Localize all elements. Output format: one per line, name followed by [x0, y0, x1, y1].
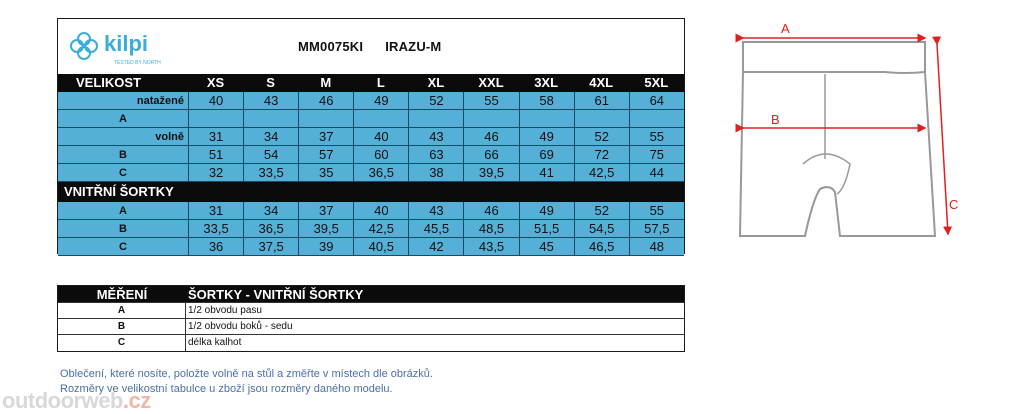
row-label: volně	[155, 131, 184, 143]
size-col: XL	[427, 75, 445, 90]
table-cell: 54,5	[574, 220, 629, 237]
kilpi-logo	[70, 24, 180, 68]
legend-key: C	[58, 335, 186, 351]
table-cell: 42	[408, 238, 463, 255]
table-cell: 33,5	[243, 164, 298, 181]
table-cell	[574, 110, 629, 127]
table-cell: 36,5	[243, 220, 298, 237]
size-col: 5XL	[644, 75, 669, 90]
table-cell: 63	[408, 146, 463, 163]
label-c: C	[949, 197, 959, 212]
table-row	[58, 110, 684, 128]
table-cell: 45	[519, 238, 574, 255]
product-code: MM0075KI	[298, 39, 364, 54]
legend-row	[58, 319, 684, 335]
table-cell	[463, 110, 518, 127]
size-col: S	[266, 75, 275, 90]
table-cell: 40	[353, 128, 408, 145]
table-cell: 42,5	[353, 220, 408, 237]
row-label: B	[119, 149, 127, 161]
table-cell: 40,5	[353, 238, 408, 255]
table-row	[58, 146, 684, 164]
table-row	[58, 164, 684, 182]
legend-text: délka kalhot	[188, 337, 242, 348]
table-cell: 37,5	[243, 238, 298, 255]
table-cell: 61	[574, 92, 629, 109]
table-cell: 43	[408, 128, 463, 145]
table-cell: 54	[243, 146, 298, 163]
table-cell: 51,5	[519, 220, 574, 237]
legend-col-desc: ŠORTKY - VNITŘNÍ ŠORTKY	[188, 287, 364, 302]
table-row	[58, 238, 684, 256]
table-cell	[188, 110, 243, 127]
table-cell: 49	[353, 92, 408, 109]
brand-tagline: TESTED BY NORTH	[114, 60, 161, 66]
legend-col-measure: MĚŘENÍ	[96, 287, 148, 302]
size-chart-table	[57, 18, 685, 254]
product-title	[298, 39, 441, 54]
table-cell: 40	[188, 92, 243, 109]
table-cell: 49	[519, 128, 574, 145]
row-label: C	[119, 241, 127, 253]
table-row	[58, 92, 684, 110]
table-cell	[353, 110, 408, 127]
row-label: C	[119, 167, 127, 179]
table-cell	[519, 110, 574, 127]
table-cell: 41	[519, 164, 574, 181]
table-cell: 45,5	[408, 220, 463, 237]
table-row	[58, 128, 684, 146]
table-cell: 64	[629, 92, 684, 109]
watermark-tld: .cz	[122, 388, 151, 413]
table-cell: 51	[188, 146, 243, 163]
label-b: B	[771, 112, 780, 127]
watermark-main: outdoorweb	[2, 388, 123, 413]
legend-key: B	[58, 319, 186, 334]
row-label: natažené	[136, 95, 184, 107]
table-cell: 43	[408, 202, 463, 219]
model-note: Rozměry ve velikostní tabulce u zboží jsou rozměry daného modelu.	[60, 383, 393, 395]
table-cell: 43	[243, 92, 298, 109]
table-cell: 57	[298, 146, 353, 163]
table-cell: 46	[298, 92, 353, 109]
table-cell: 43,5	[463, 238, 518, 255]
table-cell: 48,5	[463, 220, 518, 237]
table-cell: 39	[298, 238, 353, 255]
table-cell: 31	[188, 202, 243, 219]
instruction-note: Oblečení, které nosíte, položte volně na stůl a změřte v místech dle obrázků.	[60, 368, 433, 380]
table-cell: 57,5	[629, 220, 684, 237]
table-row	[58, 220, 684, 238]
table-cell: 39,5	[463, 164, 518, 181]
size-col: 4XL	[589, 75, 614, 90]
table-cell: 60	[353, 146, 408, 163]
table-cell: 32	[188, 164, 243, 181]
section-row	[58, 182, 684, 202]
table-cell: 55	[629, 128, 684, 145]
table-row	[58, 202, 684, 220]
table-cell: 42,5	[574, 164, 629, 181]
legend-row	[58, 303, 684, 319]
table-cell: 52	[574, 202, 629, 219]
table-cell: 37	[298, 128, 353, 145]
product-name: IRAZU-M	[385, 39, 442, 54]
row-label: A	[119, 113, 127, 125]
table-cell: 49	[519, 202, 574, 219]
shorts-diagram	[725, 14, 965, 254]
table-header	[58, 19, 684, 74]
table-cell: 35	[298, 164, 353, 181]
table-cell: 55	[629, 202, 684, 219]
table-cell: 34	[243, 128, 298, 145]
section-title: VNITŘNÍ ŠORTKY	[64, 184, 174, 199]
table-cell	[408, 110, 463, 127]
size-col: 3XL	[534, 75, 559, 90]
table-cell: 37	[298, 202, 353, 219]
size-grid	[58, 74, 684, 256]
table-cell: 40	[353, 202, 408, 219]
table-cell: 44	[629, 164, 684, 181]
size-col: M	[320, 75, 332, 90]
brand-name: kilpi	[104, 31, 149, 56]
size-col: L	[376, 75, 385, 90]
legend-text: 1/2 obvodu boků - sedu	[188, 321, 293, 332]
table-cell: 66	[463, 146, 518, 163]
table-cell: 36,5	[353, 164, 408, 181]
size-header-row	[58, 74, 684, 92]
measurement-legend	[57, 285, 685, 352]
table-cell	[243, 110, 298, 127]
legend-key: A	[58, 303, 186, 318]
legend-header	[58, 286, 684, 303]
table-cell: 34	[243, 202, 298, 219]
table-cell: 33,5	[188, 220, 243, 237]
legend-text: 1/2 obvodu pasu	[188, 305, 262, 316]
table-cell: 38	[408, 164, 463, 181]
size-label: VELIKOST	[76, 75, 142, 90]
legend-row	[58, 335, 684, 351]
table-cell: 48	[629, 238, 684, 255]
table-cell	[298, 110, 353, 127]
table-cell: 46	[463, 202, 518, 219]
table-cell: 72	[574, 146, 629, 163]
table-cell: 31	[188, 128, 243, 145]
table-cell: 58	[519, 92, 574, 109]
table-cell: 55	[463, 92, 518, 109]
size-col: XS	[206, 75, 225, 90]
table-cell: 39,5	[298, 220, 353, 237]
row-label: A	[119, 205, 127, 217]
table-cell: 52	[408, 92, 463, 109]
size-col: XXL	[478, 75, 504, 90]
table-cell	[629, 110, 684, 127]
row-label: B	[119, 223, 127, 235]
watermark	[2, 388, 151, 414]
table-cell: 46,5	[574, 238, 629, 255]
label-a: A	[781, 21, 790, 36]
table-cell: 52	[574, 128, 629, 145]
table-cell: 69	[519, 146, 574, 163]
table-cell: 36	[188, 238, 243, 255]
table-cell: 46	[463, 128, 518, 145]
shorts-outline	[740, 42, 935, 236]
table-cell: 75	[629, 146, 684, 163]
